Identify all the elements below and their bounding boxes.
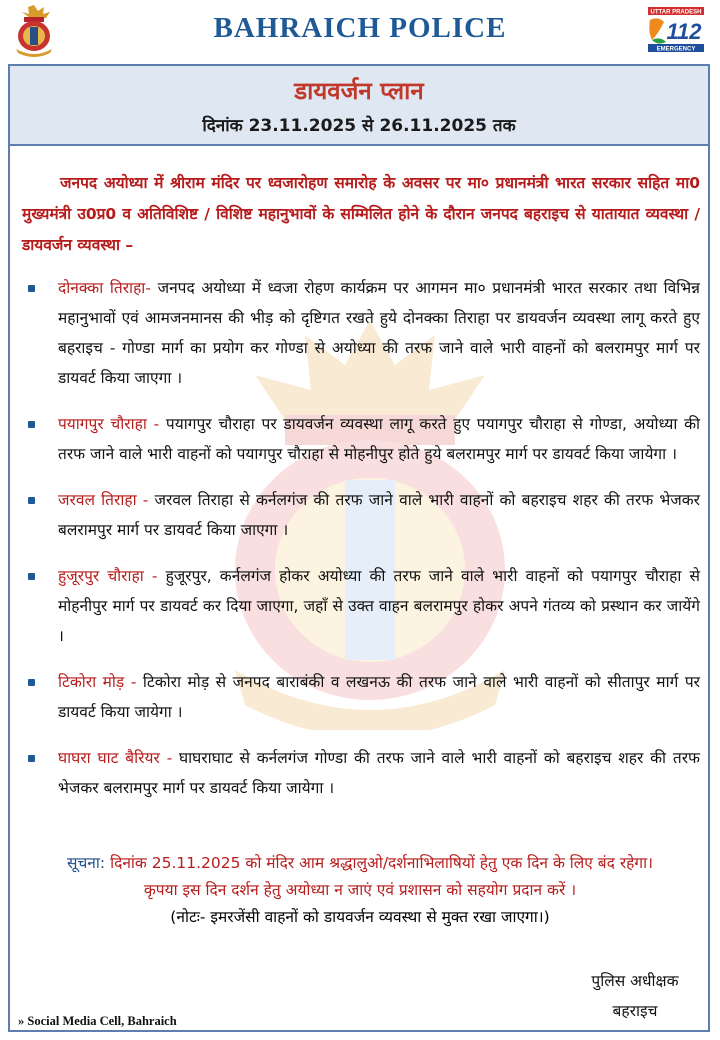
bullet-icon: [28, 285, 35, 292]
item-text: जरवल तिराहा से कर्नलगंज की तरफ जाने वाले भारी वाहनों को बहराइच शहर की तरफ भेजकर बलरामपुर मार्ग पर डायवर्ट किया जाएगा ।: [58, 491, 700, 539]
notice-line-3: (नोटः- इमरजेंसी वाहनों को डायवर्जन व्यवस्था से मुक्त रखा जाएगा।): [170, 908, 550, 926]
item-text: जनपद अयोध्या में ध्वजा रोहण कार्यक्रम पर आगमन मा० प्रधानमंत्री भारत सरकार तथा विभिन्न महानुभावों एवं आमजनमानस की भीड़ को दृष्टिगत रखते हुये दोनक्का तिराहा पर डायवर्जन व्यवस्था लागू करते हुए बहराइच - गोण्डा मार्ग का प्रयोग कर गोण्डा से अयोध्या की तरफ जाने वाले भारी वाहनों को बलरामपुर मार्ग पर डायवर्ट किया जाएगा ।: [58, 279, 700, 387]
document-title: डायवर्जन प्लान: [294, 77, 424, 105]
list-item: [22, 485, 700, 545]
bullet-icon: [28, 497, 35, 504]
list-item: [22, 561, 700, 651]
date-range: दिनांक 23.11.2025 से 26.11.2025 तक: [202, 116, 516, 136]
item-place: जरवल तिराहा -: [58, 491, 149, 509]
notice-line-2: कृपया इस दिन दर्शन हेतु अयोध्या न जाएं एवं प्रशासन को सहयोग प्रदान करें ।: [143, 881, 577, 899]
logo-number-text: 112: [666, 19, 702, 44]
logo-emergency-text: EMERGENCY: [656, 46, 696, 53]
notice-line-1: [14, 850, 706, 877]
footer-credit: » Social Media Cell, Bahraich: [18, 1014, 177, 1028]
item-place: घाघरा घाट बैरियर -: [58, 749, 173, 767]
item-text: हुजूरपुर, कर्नलगंज होकर अयोध्या की तरफ जाने वाले भारी वाहनों को पयागपुर चौराहा से मोहनीपुर मार्ग पर डायवर्ट कर दिया जाएगा, जहाँ से उक्त वाहन बलरामपुर होकर अपने गंतव्य को प्रस्थान कर जायेंगे ।: [58, 567, 700, 645]
item-text: पयागपुर चौराहा पर डायवर्जन व्यवस्था लागू करते हुए पयागपुर चौराहा से गोण्डा, अयोध्या की तरफ जाने वाले भारी वाहनों को पयागपुर चौराहा से मोहनीपुर होते हुये बलरामपुर मार्ग पर डायवर्ट किया जायेगा ।: [58, 415, 700, 463]
intro-paragraph: जनपद अयोध्या में श्रीराम मंदिर पर ध्वजारोहण समारोह के अवसर पर मा० प्रधानमंत्री भारत सरकार सहित मा0 मुख्यमंत्री उ0प्र0 व अतिविशिष्ट / विशिष्ट महानुभावों के सम्मिलित होने के दौरान जनपद बहराइच से यातायात व्यवस्था / डायवर्जन व्यवस्था –: [22, 174, 700, 254]
bullet-icon: [28, 755, 35, 762]
signature-block: [560, 966, 710, 1026]
item-place: हुजूरपुर चौराहा -: [58, 567, 158, 585]
bullet-icon: [28, 421, 35, 428]
page-header: [0, 0, 720, 62]
up-112-emergency-logo-icon: [644, 6, 708, 54]
signatory-designation: पुलिस अधीक्षक: [591, 972, 679, 990]
item-place: दोनक्का तिराहा-: [58, 279, 151, 297]
item-place: पयागपुर चौराहा -: [58, 415, 160, 433]
list-item: [22, 409, 700, 469]
logo-state-text: UTTAR PRADESH: [650, 9, 702, 16]
signatory-location: बहराइच: [612, 1002, 658, 1020]
bullet-icon: [28, 573, 35, 580]
item-place: टिकोरा मोड़ -: [58, 673, 137, 691]
list-item: [22, 273, 700, 393]
list-item: [22, 743, 700, 803]
notice-block: [14, 850, 706, 931]
document-body: [22, 168, 700, 819]
notice-label: सूचना:: [66, 854, 106, 872]
list-item: [22, 667, 700, 727]
item-text: टिकोरा मोड़ से जनपद बाराबंकी व लखनऊ की तरफ जाने वाले भारी वाहनों को सीतापुर मार्ग पर डायवर्ट किया जायेगा ।: [58, 673, 700, 721]
item-text: घाघराघाट से कर्नलगंज गोण्डा की तरफ जाने वाले भारी वाहनों को बहराइच शहर की तरफ भेजकर बलरामपुर मार्ग पर डायवर्ट किया जायेगा ।: [58, 749, 700, 797]
diversion-list: [22, 273, 700, 803]
header-title: BAHRAICH POLICE: [213, 12, 507, 44]
notice-text-1: दिनांक 25.11.2025 को मंदिर आम श्रद्धालुओ/दर्शनाभिलाषियों हेतु एक दिन के लिए बंद रहेगा।: [105, 854, 654, 872]
bullet-icon: [28, 679, 35, 686]
title-box: [8, 64, 710, 146]
